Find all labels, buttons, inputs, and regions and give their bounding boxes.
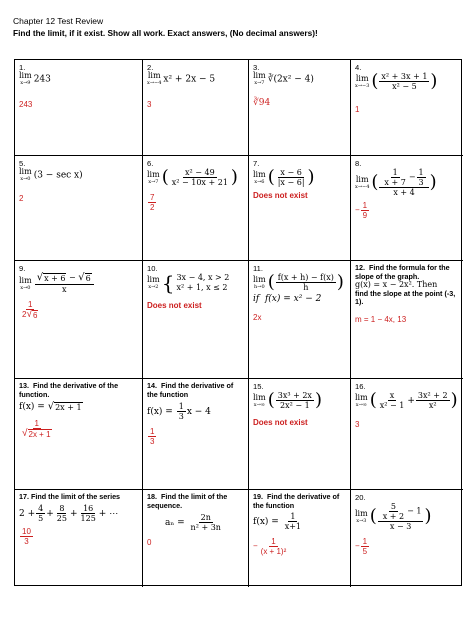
problem-13 xyxy=(15,379,143,490)
problem-expression: lim x→∞ ( $\frac{\text{3x³ + 2x}}{\text{2x² − 1}}$ ) xyxy=(253,389,322,411)
answer: Does not exist xyxy=(253,191,308,200)
problem-6 xyxy=(143,156,249,261)
answer: $\frac{7}{2}$ xyxy=(150,193,155,212)
answer: ∛94 xyxy=(253,98,271,108)
problem-4 xyxy=(351,60,463,156)
answer: − $\frac{1}{\text{(x + 1)²}}$ xyxy=(253,537,287,556)
answer: $\frac{10}{3}$ xyxy=(22,526,31,546)
problem-17 xyxy=(15,490,143,587)
sequence-expression: aₙ = $\frac{2n}{\text{n² + 3n}}$ xyxy=(165,513,221,532)
problem-5 xyxy=(15,156,143,261)
problem-12 xyxy=(351,261,463,379)
function-equation: f(x) = $\frac{1}{x+1}$ xyxy=(253,512,302,531)
problem-7 xyxy=(249,156,351,261)
function-equation: f(x) = √ 2x + 1 xyxy=(19,401,82,412)
problem-number: 6. xyxy=(147,159,154,168)
problem-20 xyxy=(351,490,463,587)
problem-16 xyxy=(351,379,463,490)
answer: 3 xyxy=(147,100,152,109)
answer: 3 xyxy=(355,420,360,429)
answer: 0 xyxy=(147,538,152,547)
answer: 243 xyxy=(19,100,33,109)
page-header xyxy=(13,15,463,39)
answer: − $\frac{1}{5}$ xyxy=(355,537,368,556)
answer: Does not exist xyxy=(147,301,202,310)
problem-grid xyxy=(14,59,462,586)
problem-14 xyxy=(143,379,249,490)
problem-number: 20. xyxy=(355,493,366,502)
condition: if f(x) = x² − 2 xyxy=(253,294,322,304)
problem-9 xyxy=(15,261,143,379)
problem-18 xyxy=(143,490,249,587)
problem-number: 3. xyxy=(253,63,260,72)
problem-3 xyxy=(249,60,351,156)
answer: 2x xyxy=(253,313,262,322)
problem-prompt: 13. Find the derivative of the function. xyxy=(19,381,119,399)
problem-prompt: 14. Find the derivative of the function xyxy=(147,381,234,399)
problem-1 xyxy=(15,60,143,156)
answer: − $\frac{1}{9}$ xyxy=(355,201,368,220)
problem-expression: lim x→−4 x² + 2x − 5 xyxy=(147,71,216,86)
problem-number: 16. xyxy=(355,382,366,391)
page-title: Chapter 12 Test Review xyxy=(13,16,104,26)
problem-expression: lim x→3 ( $\frac{5}{x + 2}$ − 1 x − 3 ) xyxy=(355,502,432,531)
problem-2 xyxy=(143,60,249,156)
answer: 1 xyxy=(355,105,360,114)
problem-number: 5. xyxy=(19,159,26,168)
problem-number: 15. xyxy=(253,382,264,391)
problem-number: 10. xyxy=(147,264,158,273)
problem-expression: lim x→7 ∛(2x² − 4) xyxy=(253,71,314,86)
series-expression: 2 + $\frac{4}{5}$ + $\frac{8}{25}$ + $\frac{16}{125}$ + ⋯ xyxy=(19,503,119,523)
instructions: Find the limit, if it exist. Show all work. Exact answers, (No decimal answers)! xyxy=(13,28,318,38)
problem-8 xyxy=(351,156,463,261)
function-equation: f(x) = $\frac{1}{3}$ x − 4 xyxy=(147,402,211,421)
problem-11 xyxy=(249,261,351,379)
answer: m = 1 − 4x, 13 xyxy=(355,314,407,324)
answer: $\frac{1}{3}$ xyxy=(150,427,155,446)
problem-number: 2. xyxy=(147,63,154,72)
problem-19 xyxy=(249,490,351,587)
answer: 2 xyxy=(19,194,24,203)
problem-expression: lim x→9 243 xyxy=(19,71,51,86)
problem-prompt: 12. Find the formula for the slope of the graph. xyxy=(355,263,450,281)
problem-expression: lim x→0 (3 − sec x) xyxy=(19,167,83,182)
problem-expression: lim x→−3 ( $\frac{\text{x² + 3x + 1}}{\text{x² − 5}}$ ) xyxy=(355,70,438,92)
problem-expression: lim h→0 ( $\frac{f(x + h) - f(x)}{h}$ ) xyxy=(253,271,344,293)
problem-expression: lim x→0 √ x + 6 − √ 6 x xyxy=(19,273,139,294)
problem-number: 11. xyxy=(253,264,263,273)
function-equation: g(x) = x − 2x². Then xyxy=(355,280,438,289)
problem-expression: lim x→7 ( $\frac{\text{x² − 49}}{\text{x² − 10x + 21}}$ ) xyxy=(147,166,238,188)
answer: 1 2 √ 6 xyxy=(22,300,38,320)
problem-prompt: 17. Find the limit of the series xyxy=(19,492,121,501)
problem-number: 4. xyxy=(355,63,362,72)
problem-number: 8. xyxy=(355,159,362,168)
answer: 1 √ 2x + 1 xyxy=(22,419,51,439)
problem-prompt: 18. Find the limit of the sequence. xyxy=(147,492,228,510)
problem-number: 9. xyxy=(19,264,26,273)
problem-number: 1. xyxy=(19,63,26,72)
problem-number: 7. xyxy=(253,159,260,168)
problem-expression: lim x→6 ( $\frac{x - 6}{|x - 6|}$ ) xyxy=(253,166,315,188)
answer: Does not exist xyxy=(253,418,308,427)
problem-15 xyxy=(249,379,351,490)
problem-prompt: 19. Find the derivative of the function xyxy=(253,492,340,510)
problem-expression: lim x→∞ ( $\frac{x}{\text{x² − 1}}$ + $\frac{\text{3x² + 2}}{\text{x²}}$ ) xyxy=(355,389,458,411)
problem-expression: lim x→−4 ( $\frac{1}{x + 7}$ − $\frac{1}{3}$ x + 4 ) xyxy=(355,168,437,197)
problem-prompt-2: find the slope at the point (-3, 1). xyxy=(355,288,456,306)
problem-10 xyxy=(143,261,249,379)
problem-expression: lim x→2 { 3x − 4, x > 2 x² + 1, x ≤ 2 xyxy=(147,271,230,295)
